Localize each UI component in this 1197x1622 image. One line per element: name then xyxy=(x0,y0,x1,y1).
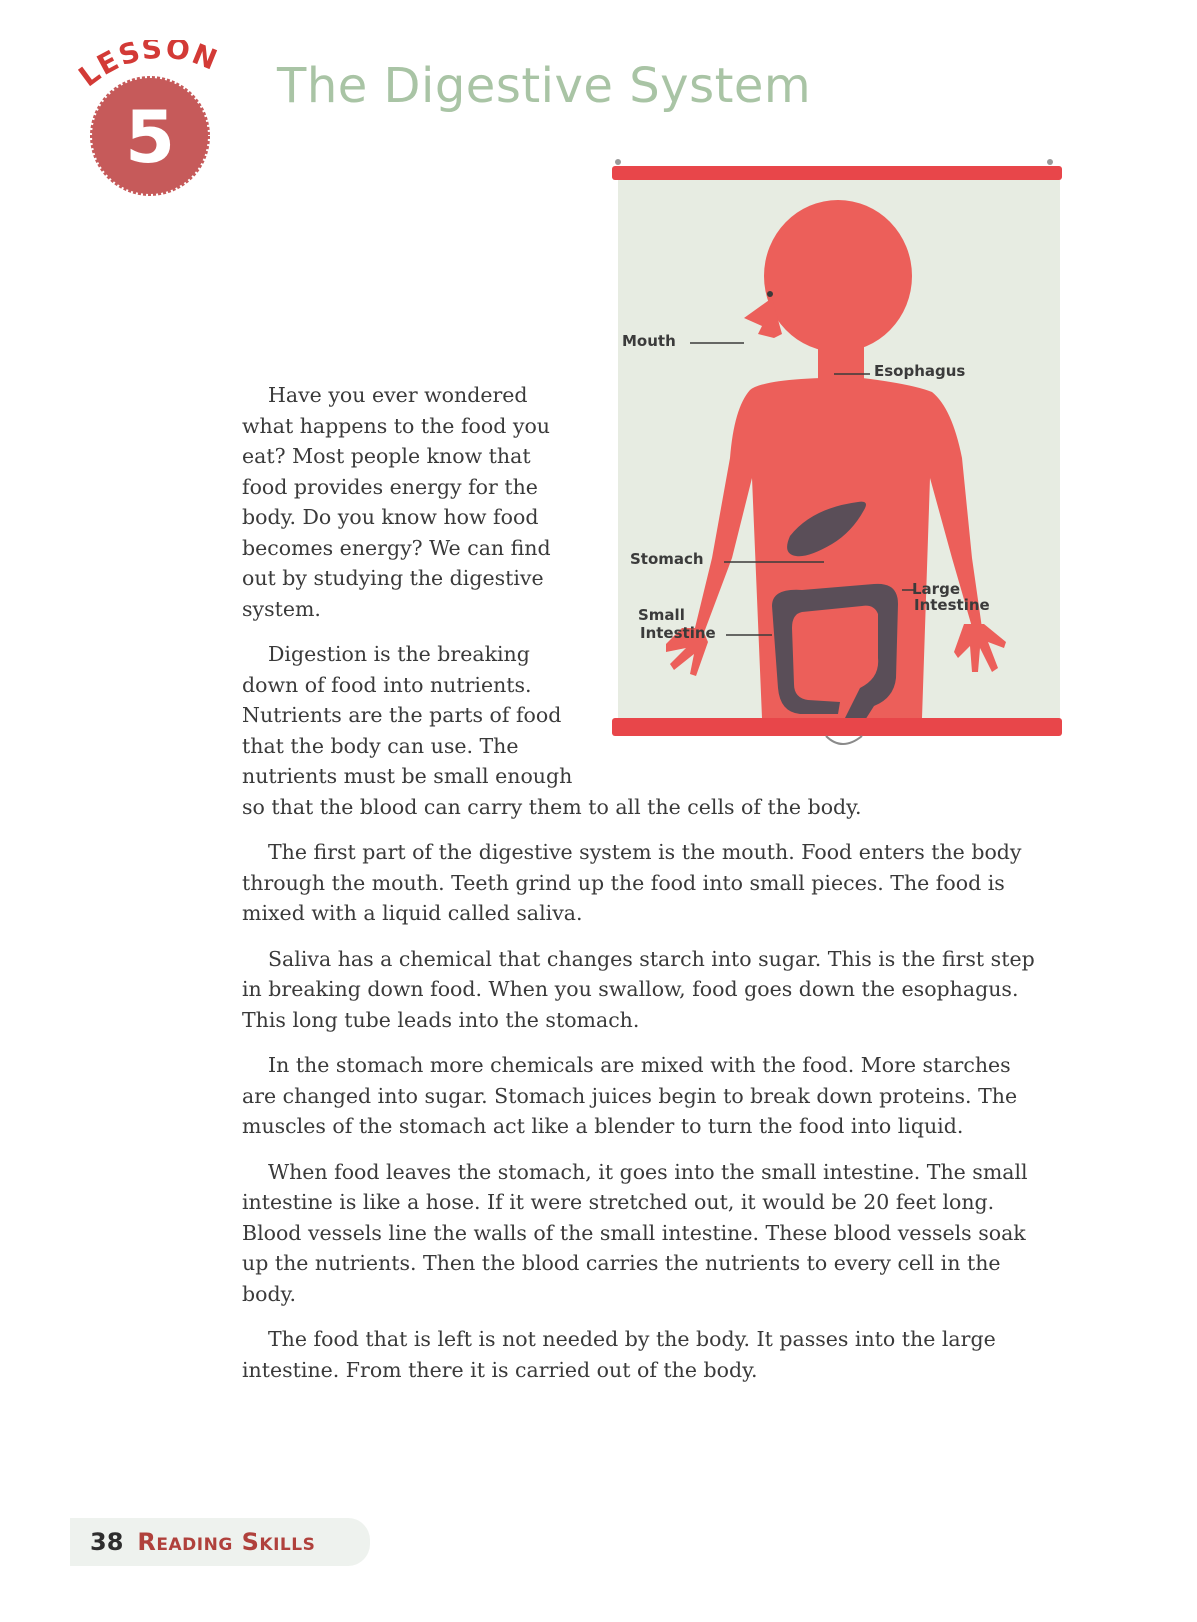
lesson-number: 5 xyxy=(124,95,176,179)
paragraph-4: Saliva has a chemical that changes starch into sugar. This is the first step in breaking down food. When you swallow, food goes down the esophagus. This long tube leads into the stomach. xyxy=(242,946,1035,1032)
page-number: 38 xyxy=(90,1528,124,1556)
lesson-badge xyxy=(70,40,240,200)
label-small-intestine-2: Intestine xyxy=(640,624,716,642)
footer-title: Reading Skills xyxy=(137,1528,316,1556)
page-title: The Digestive System xyxy=(277,58,812,114)
label-large-intestine-1: Large xyxy=(912,580,960,598)
label-small-intestine-1: Small xyxy=(638,606,685,624)
paragraph-1: Have you ever wondered what happens to the food you eat? Most people know that food provides energy for the body. Do you know how food becomes energy? We can find out by studying the digestive system. xyxy=(242,383,551,621)
eye-dot xyxy=(767,291,773,297)
pin-icon xyxy=(615,159,621,165)
label-stomach: Stomach xyxy=(630,550,704,568)
paragraph-7: The food that is left is not needed by the body. It passes into the large intestine. From there it is carried out of the body. xyxy=(242,1327,996,1382)
paragraph-3: The first part of the digestive system is the mouth. Food enters the body through the mouth. Teeth grind up the food into small pieces. The food is mixed with a liquid called saliva. xyxy=(242,840,1022,925)
page-footer xyxy=(70,1518,370,1566)
top-rod xyxy=(612,166,1062,180)
label-large-intestine-2: Intestine xyxy=(914,596,990,614)
paragraph-5: In the stomach more chemicals are mixed with the food. More starches are changed into sugar. Stomach juices begin to break down proteins. The muscles of the stomach act like a blender to turn the food into liquid. xyxy=(242,1053,1018,1138)
lesson-word: LESSON xyxy=(72,40,224,94)
paragraph-2-continued: so that the blood can carry them to all the cells of the body. xyxy=(242,794,862,819)
pin-icon xyxy=(1047,159,1053,165)
label-esophagus: Esophagus xyxy=(874,362,966,380)
label-mouth: Mouth xyxy=(622,332,676,350)
article-body xyxy=(242,380,1042,1400)
paragraph-2: Digestion is the breaking down of food into nutrients. Nutrients are the parts of food that the body can use. The nutrients must be small enough xyxy=(242,642,573,788)
paragraph-6: When food leaves the stomach, it goes into the small intestine. The small intestine is like a hose. If it were stretched out, it would be 20 feet long. Blood vessels line the walls of the small intestine. These blood vessels soak up the nutrients. Then the blood carries the nutrients to every cell in the body. xyxy=(242,1159,1028,1306)
